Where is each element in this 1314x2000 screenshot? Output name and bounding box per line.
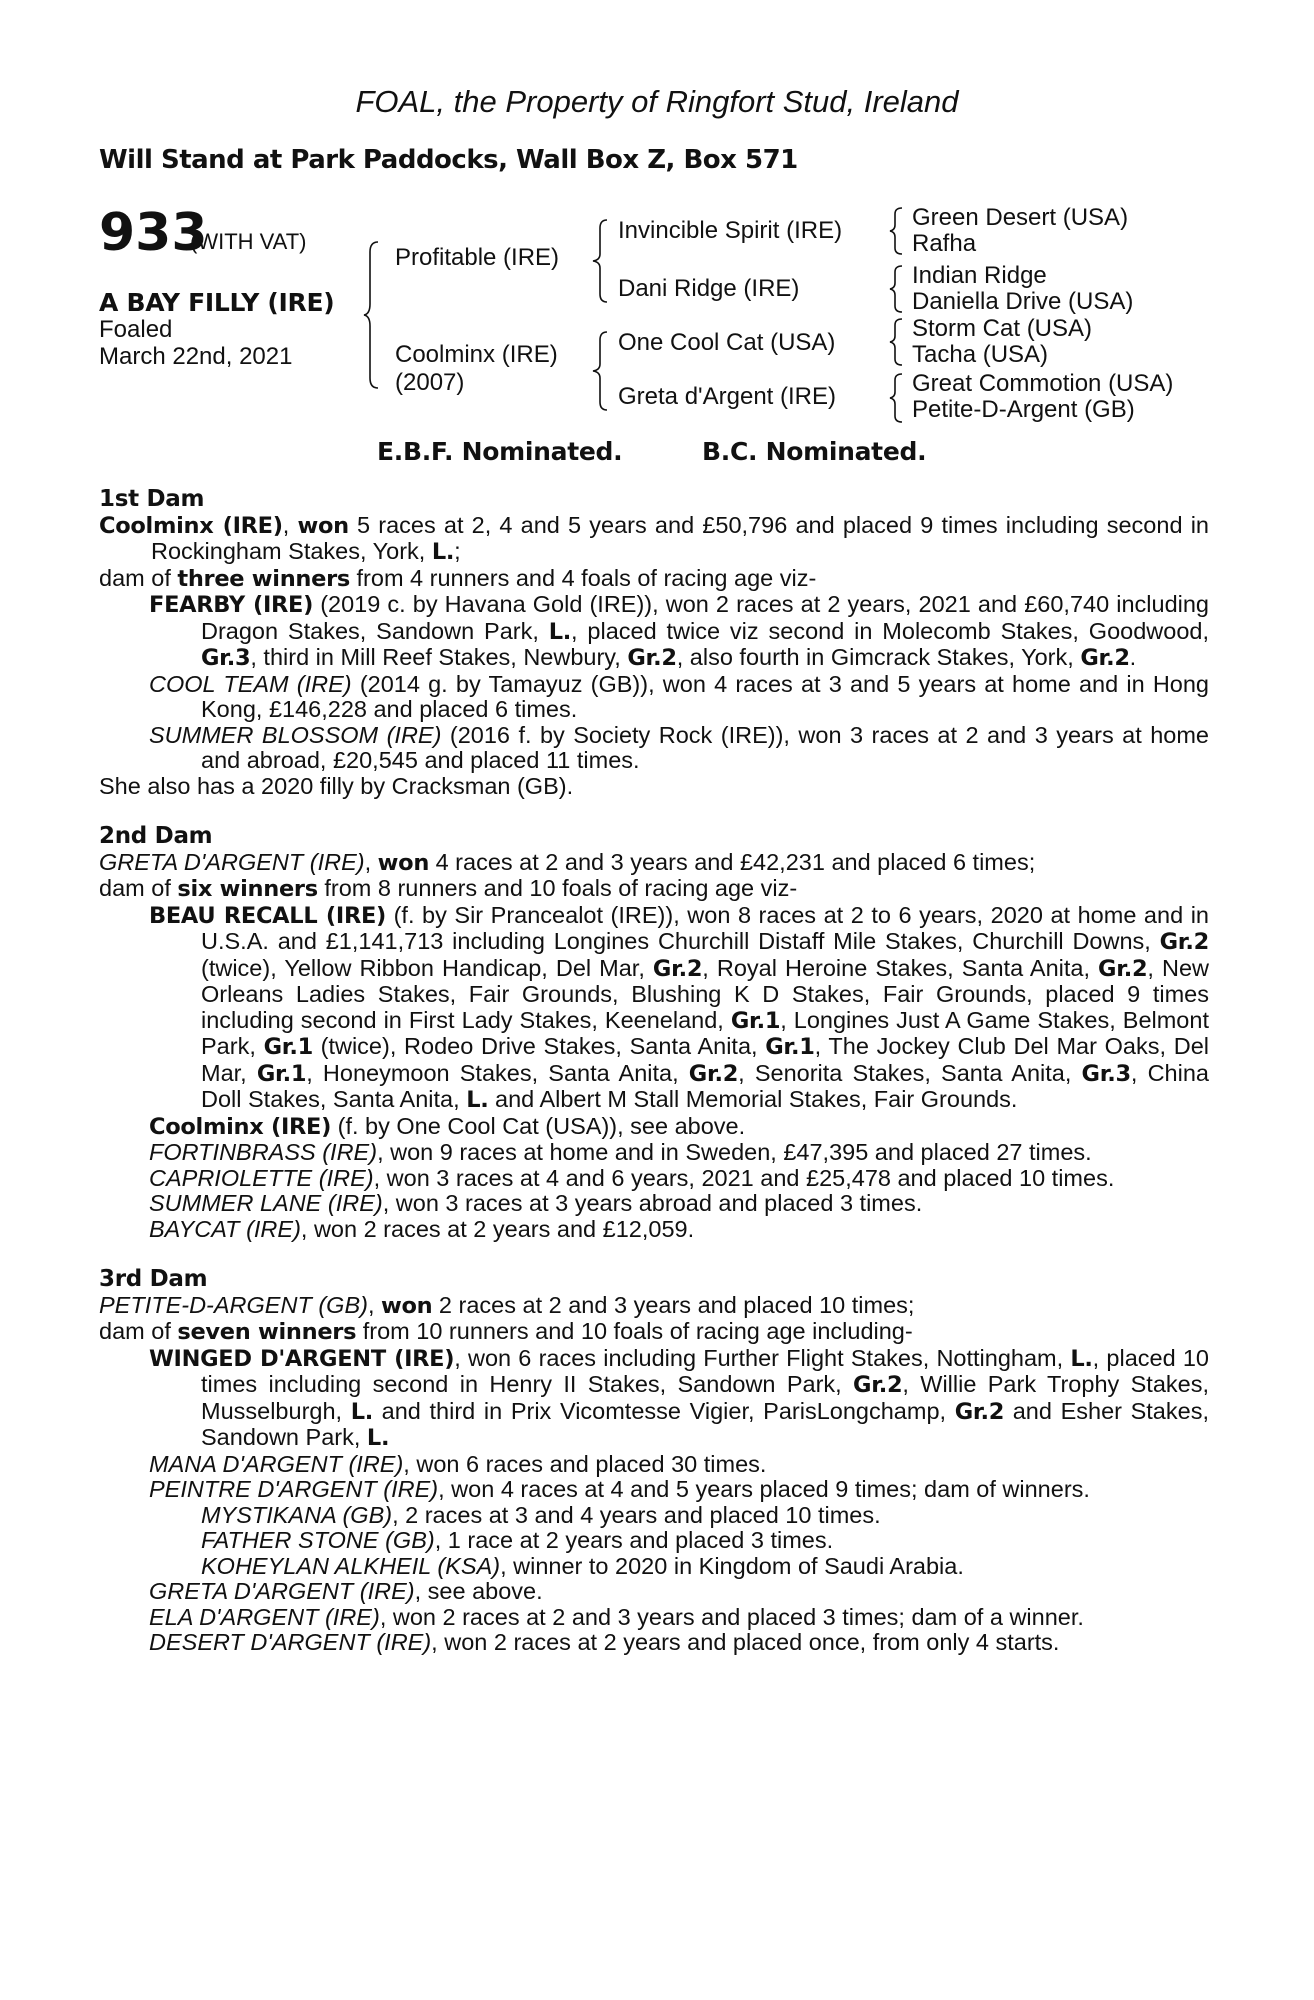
- gg-sire-3: Storm Cat (USA): [912, 315, 1093, 342]
- text: , won 9 races at home and in Sweden, £47,395 and placed 27 times.: [377, 1139, 1092, 1165]
- horse-name: CAPRIOLETTE (IRE): [149, 1164, 374, 1191]
- text: , won 4 races at 4 and 5 years placed 9 times; dam of winners.: [438, 1476, 1090, 1502]
- horse-name: FATHER STONE (GB): [201, 1527, 435, 1553]
- bc-nominated: B.C. Nominated.: [702, 437, 927, 466]
- text: and Albert M Stall Memorial Stakes, Fair Grounds.: [488, 1086, 1018, 1112]
- progeny-summer-blossom: [99, 723, 1209, 774]
- horse-name: Coolminx (IRE): [149, 1113, 332, 1140]
- dam-sire-name: One Cool Cat (USA): [618, 329, 836, 356]
- progeny-capriolette: [99, 1166, 1209, 1192]
- produce-pre: dam of: [99, 1318, 178, 1344]
- pedigree-brace-sire: [591, 218, 613, 304]
- first-dam-name: Coolminx (IRE): [99, 512, 283, 539]
- text: , Honeymoon Stakes, Santa Anita,: [306, 1059, 689, 1086]
- second-dam-name: GRETA D'ARGENT (IRE): [99, 848, 365, 875]
- grade: Gr.2: [853, 1372, 903, 1398]
- text: , placed 10 times including second in Henry II Stakes, Sandown Park,: [201, 1344, 1209, 1397]
- horse-name: PEINTRE D'ARGENT (IRE): [149, 1476, 439, 1502]
- horse-name: MANA D'ARGENT (IRE): [149, 1450, 404, 1477]
- produce-post: from 10 runners and 10 foals of racing age including-: [356, 1318, 913, 1344]
- text: (2014 g. by Tamayuz (GB)), won 4 races at 3 and 5 years at home and in Hong Kong, £146,228 and placed 6 times.: [201, 670, 1210, 722]
- horse-name: DESERT D'ARGENT (IRE): [149, 1629, 432, 1655]
- sire-sire-name: Invincible Spirit (IRE): [618, 217, 843, 244]
- horse-name: FORTINBRASS (IRE): [149, 1139, 378, 1165]
- sire-dam-name: Dani Ridge (IRE): [618, 275, 800, 302]
- text: , Longines Just A Game Stakes, Belmont Park,: [201, 1006, 1209, 1059]
- foaled-info: [99, 316, 292, 370]
- progeny-summer-lane: [99, 1191, 1209, 1217]
- record-text: 4 races at 2 and 3 years and £42,231 and placed 6 times;: [429, 848, 1036, 875]
- produce-winners: six winners: [177, 876, 318, 902]
- text: , won 3 races at 3 years abroad and placed 3 times.: [382, 1190, 923, 1216]
- gg-sire-1: Green Desert (USA): [912, 204, 1129, 231]
- record-text: 5 races at 2, 4 and 5 years and £50,796 and placed 9 times including second in Rockingham Stakes, York,: [151, 511, 1209, 564]
- progeny-baycat: [99, 1217, 1209, 1243]
- text: , won 6 races and placed 30 times.: [403, 1450, 767, 1477]
- grade: Gr.2: [1098, 955, 1148, 982]
- won-label: won: [377, 849, 430, 876]
- record-text: 2 races at 2 and 3 years and placed 10 times;: [432, 1291, 915, 1318]
- grade: Gr.2: [1159, 929, 1209, 955]
- gg-dam-4: Petite-D-Argent (GB): [912, 396, 1135, 423]
- stand-location: Will Stand at Park Paddocks, Wall Box Z, Box 571: [99, 145, 798, 175]
- ebf-nominated: E.B.F. Nominated.: [377, 437, 623, 466]
- gg-dam-2: Daniella Drive (USA): [912, 288, 1134, 315]
- text: , China Doll Stakes, Santa Anita,: [201, 1059, 1209, 1112]
- produce-pre: dam of: [99, 875, 178, 901]
- brace-g4: [888, 372, 906, 424]
- grade: L.: [350, 1398, 374, 1425]
- text: , third in Mill Reef Stakes, Newbury,: [250, 644, 628, 670]
- text: , won 3 races at 4 and 6 years, 2021 and £25,478 and placed 10 times.: [373, 1164, 1115, 1191]
- grandprogeny-mystikana: [99, 1503, 1209, 1529]
- lot-name: A BAY FILLY (IRE): [99, 288, 335, 317]
- third-dam-produce: [99, 1319, 1209, 1346]
- dam-year: (2007): [395, 369, 465, 396]
- text: (f. by Sir Prancealot (IRE)), won 8 races at 2 to 6 years, 2020 at home and in U.S.A. and £1,141,713 including Longines Churchill Distaff Mile Stakes, Churchill Downs,: [201, 901, 1209, 954]
- text: , winner to 2020 in Kingdom of Saudi Arabia.: [500, 1552, 964, 1579]
- third-dam-record: PETITE-D-ARGENT (GB), won 2 races at 2 and 3 years and placed 10 times;: [99, 1291, 915, 1319]
- grade: L.: [1070, 1345, 1093, 1372]
- dam-dam-name: Greta d'Argent (IRE): [618, 383, 836, 410]
- grade: Gr.2: [652, 955, 703, 982]
- gg-sire-4: Great Commotion (USA): [912, 370, 1174, 397]
- vat-note: (WITH VAT): [190, 229, 307, 254]
- progeny-mana-dargent: [99, 1452, 1209, 1478]
- brace-g2: [888, 264, 906, 314]
- grade: L.: [548, 618, 572, 645]
- progeny-winged-dargent: [99, 1346, 1209, 1452]
- won-label: won: [381, 1292, 433, 1319]
- first-dam-heading: 1st Dam: [99, 486, 205, 512]
- horse-name: COOL TEAM (IRE): [149, 670, 352, 697]
- listed-label: L.: [431, 539, 455, 565]
- lot-number: 933: [99, 203, 208, 263]
- third-dam-name: PETITE-D-ARGENT (GB): [99, 1291, 368, 1318]
- dam-name: Coolminx (IRE): [395, 341, 558, 368]
- also-note: She also has a 2020 filly by Cracksman (GB).: [99, 772, 574, 799]
- grade: Gr.2: [688, 1060, 739, 1087]
- text: .: [1129, 644, 1137, 670]
- won-label: won: [297, 512, 349, 539]
- grandprogeny-father-stone: [99, 1528, 1209, 1554]
- produce-pre: dam of: [99, 564, 178, 591]
- gg-dam-1: Rafha: [912, 230, 977, 257]
- text: , 1 race at 2 years and placed 3 times.: [434, 1527, 834, 1553]
- text: , won 2 races at 2 and 3 years and placed 3 times; dam of a winner.: [379, 1603, 1084, 1630]
- text: (twice), Rodeo Drive Stakes, Santa Anita,: [312, 1033, 766, 1059]
- pedigree-brace-dam: [591, 330, 613, 412]
- text: , 2 races at 3 and 4 years and placed 10 times.: [392, 1501, 881, 1528]
- horse-name: FEARBY (IRE): [149, 592, 314, 618]
- catalogue-body: [99, 487, 1209, 1656]
- text: , New Orleans Ladies Stakes, Fair Grounds, Blushing K D Stakes, Fair Grounds, placed 9 times including second in First Lady Stakes, Keeneland,: [201, 954, 1209, 1033]
- second-dam-record: GRETA D'ARGENT (IRE), won 4 races at 2 and 3 years and £42,231 and placed 6 times;: [99, 848, 1036, 876]
- grade: Gr.1: [765, 1034, 815, 1060]
- page-title: FOAL, the Property of Ringfort Stud, Ireland: [355, 84, 959, 119]
- grade: Gr.1: [730, 1007, 781, 1034]
- brace-g3: [888, 317, 906, 367]
- record-end: ;: [454, 538, 461, 564]
- text: , Senorita Stakes, Santa Anita,: [738, 1059, 1082, 1086]
- text: , also fourth in Gimcrack Stakes, York,: [676, 644, 1081, 670]
- progeny-fortinbrass: [99, 1140, 1209, 1166]
- text: (twice), Yellow Ribbon Handicap, Del Mar,: [201, 954, 653, 981]
- grade: Gr.3: [1081, 1060, 1131, 1087]
- first-dam-record: Coolminx (IRE), won 5 races at 2, 4 and 5 years and £50,796 and placed 9 times including second in Rockingham Stakes, York, L.;: [99, 511, 1209, 565]
- progeny-beau-recall: [99, 903, 1209, 1114]
- grade: Gr.3: [201, 645, 251, 671]
- grandprogeny-koheylan: [99, 1554, 1209, 1580]
- progeny-ela-dargent: [99, 1605, 1209, 1631]
- pedigree-brace-main: [362, 240, 384, 390]
- text: (2019 c. by Havana Gold (IRE)), won 2 races at 2 years, 2021 and £60,740 including Dragon Stakes, Sandown Park,: [201, 591, 1209, 644]
- progeny-peintre-dargent: [99, 1477, 1209, 1503]
- horse-name: BAYCAT (IRE): [149, 1215, 301, 1242]
- text: (2016 f. by Society Rock (IRE)), won 3 races at 2 and 3 years at home and abroad, £20,545 and placed 11 times.: [201, 721, 1209, 773]
- third-dam-heading: 3rd Dam: [99, 1266, 208, 1292]
- horse-name: SUMMER LANE (IRE): [149, 1190, 383, 1216]
- produce-post: from 8 runners and 10 foals of racing age viz-: [317, 875, 798, 901]
- horse-name: BEAU RECALL (IRE): [149, 902, 387, 929]
- text: , Willie Park Trophy Stakes, Musselburgh,: [201, 1371, 1209, 1424]
- foaled-date: March 22nd, 2021: [99, 343, 293, 370]
- grade: Gr.2: [1080, 645, 1130, 671]
- first-dam-produce: [99, 566, 1209, 593]
- grade: Gr.1: [256, 1060, 307, 1087]
- second-dam-heading: 2nd Dam: [99, 823, 213, 849]
- text: , won 2 races at 2 years and £12,059.: [300, 1215, 695, 1242]
- grade: L.: [366, 1425, 390, 1451]
- brace-g1: [888, 206, 906, 256]
- text: , placed twice viz second in Molecomb Stakes, Goodwood,: [571, 617, 1209, 644]
- text: (f. by One Cool Cat (USA)), see above.: [331, 1112, 746, 1139]
- horse-name: KOHEYLAN ALKHEIL (KSA): [201, 1552, 501, 1579]
- second-dam-produce: [99, 876, 1209, 903]
- text: and third in Prix Vicomtesse Vigier, ParisLongchamp,: [373, 1397, 955, 1424]
- gg-sire-2: Indian Ridge: [912, 262, 1047, 289]
- sire-name: Profitable (IRE): [395, 244, 560, 271]
- horse-name: GRETA D'ARGENT (IRE): [149, 1578, 415, 1604]
- progeny-desert-dargent: [99, 1630, 1209, 1656]
- text: , won 6 races including Further Flight Stakes, Nottingham,: [454, 1344, 1071, 1371]
- progeny-fearby: [99, 592, 1209, 672]
- text: and Esher Stakes, Sandown Park,: [201, 1397, 1209, 1450]
- grade: Gr.2: [627, 645, 677, 671]
- horse-name: SUMMER BLOSSOM (IRE): [149, 721, 442, 748]
- text: , The Jockey Club Del Mar Oaks, Del Mar,: [201, 1033, 1209, 1086]
- horse-name: WINGED D'ARGENT (IRE): [149, 1345, 455, 1372]
- progeny-cool-team: [99, 672, 1209, 723]
- horse-name: ELA D'ARGENT (IRE): [149, 1603, 380, 1630]
- grade: L.: [466, 1087, 489, 1113]
- text: , Royal Heroine Stakes, Santa Anita,: [702, 954, 1099, 981]
- gg-dam-3: Tacha (USA): [912, 341, 1049, 368]
- produce-post: from 4 runners and 4 foals of racing age viz-: [349, 564, 817, 591]
- foaled-label: Foaled: [99, 316, 173, 343]
- horse-name: MYSTIKANA (GB): [201, 1501, 393, 1528]
- produce-winners: seven winners: [177, 1319, 357, 1345]
- text: , see above.: [414, 1578, 543, 1604]
- grade: Gr.2: [954, 1398, 1005, 1425]
- grade: Gr.1: [263, 1034, 313, 1060]
- produce-winners: three winners: [177, 565, 350, 592]
- text: , won 2 races at 2 years and placed once, from only 4 starts.: [431, 1629, 1060, 1655]
- progeny-greta-dargent: [99, 1579, 1209, 1605]
- progeny-coolminx: [99, 1114, 1209, 1141]
